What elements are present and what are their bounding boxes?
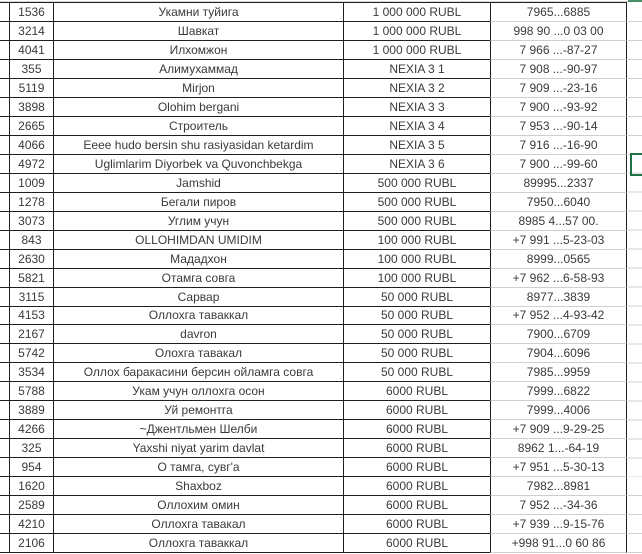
table-row xyxy=(0,174,627,193)
cutoff-cell[interactable] xyxy=(0,420,9,439)
id-cell[interactable]: 5742 xyxy=(9,344,53,363)
name-cell[interactable]: О тамга, сувг'а xyxy=(53,458,343,477)
id-cell[interactable]: 3115 xyxy=(9,288,53,307)
phone-cell[interactable]: +998 91...0 60 86 xyxy=(490,534,627,553)
name-cell[interactable]: Отамга совга xyxy=(53,269,343,288)
name-cell[interactable]: Olohim bergani xyxy=(53,98,343,117)
prize-cell[interactable]: NEXIA 3 2 xyxy=(343,79,490,98)
cell-selection-bracket xyxy=(630,153,642,176)
id-cell[interactable]: 4066 xyxy=(9,136,53,155)
id-cell[interactable]: 3889 xyxy=(9,401,53,420)
name-cell[interactable]: Мададхон xyxy=(53,250,343,269)
cutoff-cell[interactable] xyxy=(0,534,9,553)
cutoff-cell[interactable] xyxy=(0,193,9,212)
id-cell[interactable]: 3534 xyxy=(9,363,53,382)
cutoff-cell[interactable] xyxy=(0,3,9,22)
name-cell[interactable]: Оллох баракасини берсин ойламга совга xyxy=(53,363,343,382)
id-cell[interactable]: 2589 xyxy=(9,496,53,515)
phone-cell[interactable]: +7 951 ...5-30-13 xyxy=(490,458,627,477)
phone-cell[interactable]: 7 909 ...-23-16 xyxy=(490,79,627,98)
prize-cell[interactable]: NEXIA 3 3 xyxy=(343,98,490,117)
table-row xyxy=(0,382,627,401)
cutoff-cell[interactable] xyxy=(0,250,9,269)
prize-cell[interactable]: 1 000 000 RUBL xyxy=(343,41,490,60)
phone-cell[interactable]: 998 90 ...0 03 00 xyxy=(490,22,627,41)
name-cell[interactable]: Алимухаммад xyxy=(53,60,343,79)
name-cell[interactable]: Оллохга таваккал xyxy=(53,534,343,553)
prize-cell[interactable]: 50 000 RUBL xyxy=(343,288,490,307)
phone-cell[interactable]: 7 908 ...-90-97 xyxy=(490,60,627,79)
prize-cell[interactable]: NEXIA 3 6 xyxy=(343,155,490,174)
id-cell[interactable]: 954 xyxy=(9,458,53,477)
table-row xyxy=(0,307,627,326)
name-cell[interactable]: Бегали пиров xyxy=(53,193,343,212)
phone-cell[interactable]: 7904...6096 xyxy=(490,344,627,363)
prize-cell[interactable]: 50 000 RUBL xyxy=(343,307,490,326)
cutoff-cell[interactable] xyxy=(0,307,9,326)
name-cell[interactable]: Yaxshi niyat yarim davlat xyxy=(53,439,343,458)
phone-cell[interactable]: 7965...6885 xyxy=(490,3,627,22)
empty-spreadsheet-column[interactable] xyxy=(628,3,642,554)
prize-cell[interactable]: 6000 RUBL xyxy=(343,515,490,534)
table-row xyxy=(0,477,627,496)
cutoff-cell[interactable] xyxy=(0,231,9,250)
table-row xyxy=(0,363,627,382)
prize-cell[interactable]: 6000 RUBL xyxy=(343,439,490,458)
cutoff-cell[interactable] xyxy=(0,60,9,79)
table-row xyxy=(0,22,627,41)
id-cell[interactable]: 1536 xyxy=(9,3,53,22)
prize-cell[interactable]: 100 000 RUBL xyxy=(343,250,490,269)
cutoff-cell[interactable] xyxy=(0,98,9,117)
prize-cell[interactable]: 1 000 000 RUBL xyxy=(343,3,490,22)
phone-cell[interactable]: +7 939 ...9-15-76 xyxy=(490,515,627,534)
name-cell[interactable]: Строитель xyxy=(53,117,343,136)
cutoff-cell[interactable] xyxy=(0,496,9,515)
phone-cell[interactable]: 7 916 ...-16-90 xyxy=(490,136,627,155)
prize-cell[interactable]: 50 000 RUBL xyxy=(343,325,490,344)
name-cell[interactable]: Сарвар xyxy=(53,288,343,307)
cutoff-cell[interactable] xyxy=(0,212,9,231)
prize-cell[interactable]: 100 000 RUBL xyxy=(343,231,490,250)
id-cell[interactable]: 4041 xyxy=(9,41,53,60)
phone-cell[interactable]: 7 953 ...-90-14 xyxy=(490,117,627,136)
table-row xyxy=(0,193,627,212)
prize-cell[interactable]: NEXIA 3 5 xyxy=(343,136,490,155)
name-cell[interactable]: ~Джентльмен Шелби xyxy=(53,420,343,439)
prize-cell[interactable]: NEXIA 3 1 xyxy=(343,60,490,79)
id-cell[interactable]: 4153 xyxy=(9,307,53,326)
name-cell[interactable]: Шавкат xyxy=(53,22,343,41)
name-cell[interactable]: davron xyxy=(53,325,343,344)
cutoff-cell[interactable] xyxy=(0,41,9,60)
id-cell[interactable]: 2665 xyxy=(9,117,53,136)
cutoff-cell[interactable] xyxy=(0,136,9,155)
cutoff-cell[interactable] xyxy=(0,288,9,307)
id-cell[interactable]: 4266 xyxy=(9,420,53,439)
name-cell[interactable]: OLLOHIMDAN UMIDIM xyxy=(53,231,343,250)
table-row xyxy=(0,496,627,515)
id-cell[interactable]: 1009 xyxy=(9,174,53,193)
cutoff-cell[interactable] xyxy=(0,439,9,458)
id-cell[interactable]: 355 xyxy=(9,60,53,79)
table-row xyxy=(0,212,627,231)
phone-cell[interactable]: 7950...6040 xyxy=(490,193,627,212)
phone-cell[interactable]: 7999...6822 xyxy=(490,382,627,401)
phone-cell[interactable]: 7 952 ...-34-36 xyxy=(490,496,627,515)
phone-cell[interactable]: +7 952 ...4-93-42 xyxy=(490,307,627,326)
prize-cell[interactable]: 50 000 RUBL xyxy=(343,344,490,363)
cutoff-cell[interactable] xyxy=(0,22,9,41)
id-cell[interactable]: 3214 xyxy=(9,22,53,41)
phone-cell[interactable]: 7982...8981 xyxy=(490,477,627,496)
id-cell[interactable]: 1620 xyxy=(9,477,53,496)
id-cell[interactable]: 2630 xyxy=(9,250,53,269)
id-cell[interactable]: 3073 xyxy=(9,212,53,231)
cutoff-cell[interactable] xyxy=(0,155,9,174)
table-row xyxy=(0,269,627,288)
table-row xyxy=(0,515,627,534)
table-row xyxy=(0,60,627,79)
prize-cell[interactable]: 6000 RUBL xyxy=(343,534,490,553)
id-cell[interactable]: 1278 xyxy=(9,193,53,212)
name-cell[interactable]: Углим учун xyxy=(53,212,343,231)
name-cell[interactable]: Олохга тавакал xyxy=(53,344,343,363)
prize-cell[interactable]: 1 000 000 RUBL xyxy=(343,22,490,41)
prize-cell[interactable]: 6000 RUBL xyxy=(343,496,490,515)
cutoff-cell[interactable] xyxy=(0,401,9,420)
phone-cell[interactable]: 8999...0565 xyxy=(490,250,627,269)
prize-cell[interactable]: 6000 RUBL xyxy=(343,458,490,477)
prize-cell[interactable]: 100 000 RUBL xyxy=(343,269,490,288)
id-cell[interactable]: 2106 xyxy=(9,534,53,553)
name-cell[interactable]: Илхомжон xyxy=(53,41,343,60)
cutoff-cell[interactable] xyxy=(0,79,9,98)
id-cell[interactable]: 5788 xyxy=(9,382,53,401)
prize-cell[interactable]: 500 000 RUBL xyxy=(343,193,490,212)
table-row xyxy=(0,41,627,60)
id-cell[interactable]: 843 xyxy=(9,231,53,250)
table-row xyxy=(0,155,627,174)
table-row xyxy=(0,79,627,98)
table-row xyxy=(0,458,627,477)
id-cell[interactable]: 3898 xyxy=(9,98,53,117)
prize-cell[interactable]: 500 000 RUBL xyxy=(343,174,490,193)
cutoff-cell[interactable] xyxy=(0,477,9,496)
phone-cell[interactable]: +7 909 ...9-29-25 xyxy=(490,420,627,439)
prize-cell[interactable]: 6000 RUBL xyxy=(343,477,490,496)
cutoff-cell[interactable] xyxy=(0,325,9,344)
cutoff-cell[interactable] xyxy=(0,269,9,288)
name-cell[interactable]: Uglimlarim Diyorbek va Quvonchbekga xyxy=(53,155,343,174)
id-cell[interactable]: 4972 xyxy=(9,155,53,174)
phone-cell[interactable]: 89995...2337 xyxy=(490,174,627,193)
phone-cell[interactable]: 8962 1...-64-19 xyxy=(490,439,627,458)
table-row xyxy=(0,117,627,136)
table-row xyxy=(0,288,627,307)
prize-cell[interactable]: 6000 RUBL xyxy=(343,420,490,439)
phone-cell[interactable]: 7 900 ...-93-92 xyxy=(490,98,627,117)
cutoff-cell[interactable] xyxy=(0,382,9,401)
table-row xyxy=(0,250,627,269)
table-row xyxy=(0,401,627,420)
prize-cell[interactable]: NEXIA 3 4 xyxy=(343,117,490,136)
cutoff-cell[interactable] xyxy=(0,117,9,136)
prize-cell[interactable]: 6000 RUBL xyxy=(343,382,490,401)
name-cell[interactable]: Уй ремонтга xyxy=(53,401,343,420)
name-cell[interactable]: Jamshid xyxy=(53,174,343,193)
phone-cell[interactable]: +7 962 ...6-58-93 xyxy=(490,269,627,288)
cutoff-cell[interactable] xyxy=(0,458,9,477)
table-row xyxy=(0,98,627,117)
prize-cell[interactable]: 6000 RUBL xyxy=(343,401,490,420)
phone-cell[interactable]: 7900...6709 xyxy=(490,325,627,344)
prize-cell[interactable]: 500 000 RUBL xyxy=(343,212,490,231)
name-cell[interactable]: Укамни туйига xyxy=(53,3,343,22)
id-cell[interactable]: 5821 xyxy=(9,269,53,288)
table-row xyxy=(0,534,627,553)
table-row xyxy=(0,325,627,344)
phone-cell[interactable]: 8977...3839 xyxy=(490,288,627,307)
table-row xyxy=(0,136,627,155)
id-cell[interactable]: 325 xyxy=(9,439,53,458)
phone-cell[interactable]: 7 966 ...-87-27 xyxy=(490,41,627,60)
table-row xyxy=(0,3,627,22)
cutoff-cell[interactable] xyxy=(0,363,9,382)
phone-cell[interactable]: 8985 4...57 00. xyxy=(490,212,627,231)
cutoff-cell[interactable] xyxy=(0,515,9,534)
prize-cell[interactable]: 50 000 RUBL xyxy=(343,363,490,382)
table-row xyxy=(0,231,627,250)
id-cell[interactable]: 2167 xyxy=(9,325,53,344)
id-cell[interactable]: 4210 xyxy=(9,515,53,534)
phone-cell[interactable]: 7 900 ...-99-60 xyxy=(490,155,627,174)
name-cell[interactable]: Mirjon xyxy=(53,79,343,98)
name-cell[interactable]: Оллохга таваккал xyxy=(53,307,343,326)
name-cell[interactable]: Оллохим омин xyxy=(53,496,343,515)
phone-cell[interactable]: 7985...9959 xyxy=(490,363,627,382)
selection-edge-top xyxy=(628,0,642,2)
phone-cell[interactable]: +7 991 ...5-23-03 xyxy=(490,231,627,250)
phone-cell[interactable]: 7999...4006 xyxy=(490,401,627,420)
name-cell[interactable]: Оллохга тавакал xyxy=(53,515,343,534)
cutoff-cell[interactable] xyxy=(0,174,9,193)
id-cell[interactable]: 5119 xyxy=(9,79,53,98)
name-cell[interactable]: Укам учун оллохга осон xyxy=(53,382,343,401)
table-row xyxy=(0,420,627,439)
table-row xyxy=(0,344,627,363)
winners-table xyxy=(0,2,627,553)
table-row xyxy=(0,439,627,458)
cutoff-cell[interactable] xyxy=(0,344,9,363)
name-cell[interactable]: Eeee hudo bersin shu rasiyasidan ketardim xyxy=(53,136,343,155)
name-cell[interactable]: Shaxboz xyxy=(53,477,343,496)
